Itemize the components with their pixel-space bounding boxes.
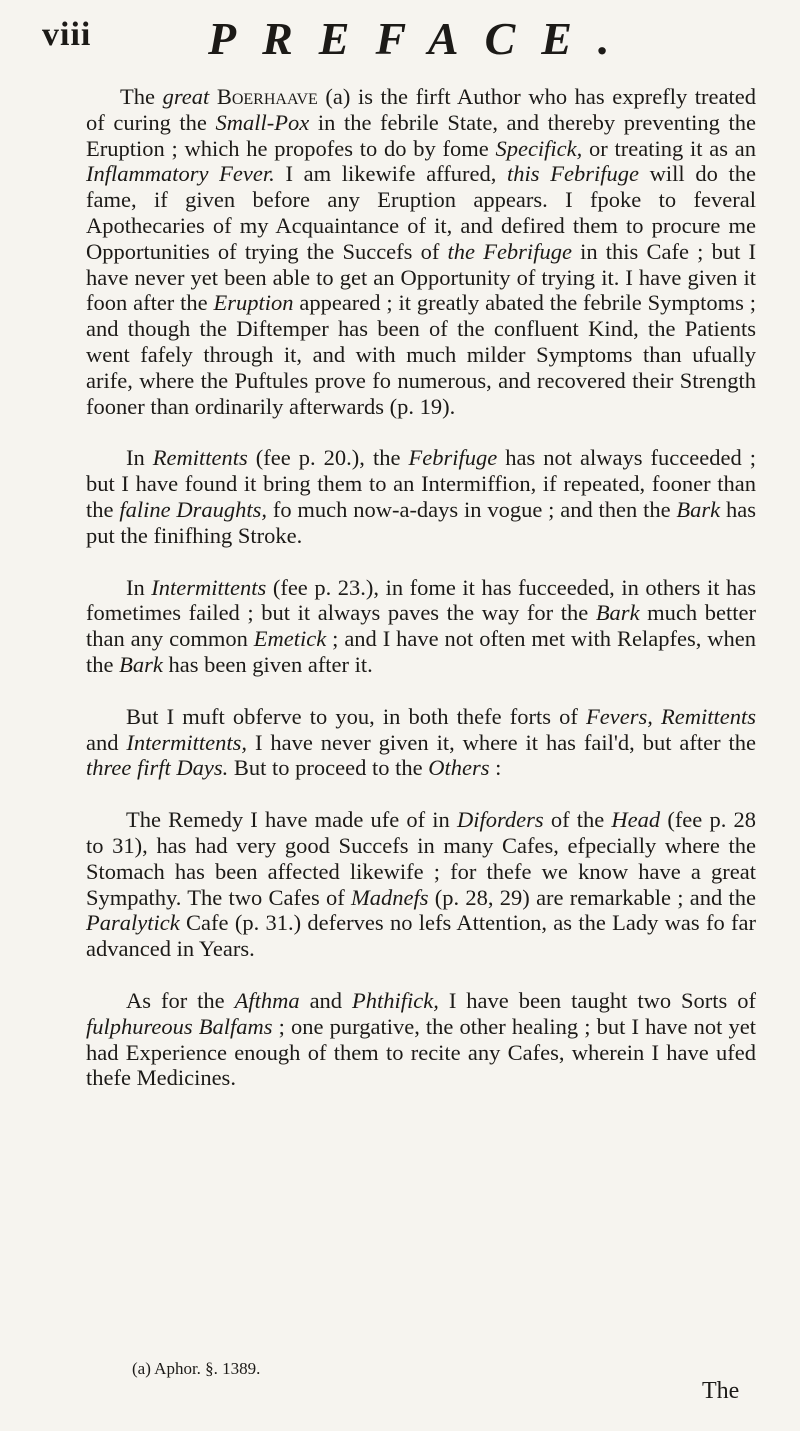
text-run: will do the fame, if given before any Eruption appears. I fpoke to feveral Apothecaries of my Acquaintance of it, and defired them to procure me Opportunities of trying the Succefs of	[86, 161, 757, 264]
text-run: Specifick,	[495, 135, 583, 161]
text-run: Febrifuge	[408, 445, 498, 471]
text-run: great	[162, 84, 210, 109]
text-run: I have been taught two Sorts of	[438, 987, 756, 1013]
text-run: Intermittents,	[126, 729, 248, 755]
text-run: Phthifick,	[352, 987, 439, 1013]
text-run: Afthma	[234, 987, 300, 1013]
text-run: ; one purgative, the other healing ; but I have not yet had Experience enough of them to recite any Cafes, wherein I have ufed thefe Medicines.	[86, 1013, 757, 1091]
text-run: (fee p. 20.), the	[247, 445, 409, 471]
text-run: Bark	[676, 496, 721, 522]
text-run: Diforders	[456, 807, 544, 833]
catchword: The	[702, 1378, 740, 1404]
text-run: :	[489, 755, 502, 781]
page-header	[0, 6, 800, 86]
text-run: (fee p. 23.), in fome it has fucceeded, in others it has fometimes failed ; but it always paves the way for the	[86, 574, 756, 626]
text-run: In	[126, 445, 153, 471]
paragraph-asthma	[86, 988, 756, 1091]
text-run: this Febrifuge	[507, 161, 639, 187]
text-run: much better than any common	[86, 600, 756, 652]
text-run: fulphureous Balfams	[86, 1013, 273, 1039]
text-run: (p. 28, 29) are remarkable ; and the	[428, 884, 756, 910]
text-run: ; and I have not often met with Relapfes, when the	[86, 626, 756, 677]
text-run: Boerhaave	[209, 84, 326, 109]
text-run: The	[120, 84, 163, 109]
footnote: (a) Aphor. §. 1389.	[132, 1359, 261, 1378]
paragraph-head-disorders	[86, 807, 756, 962]
body-text	[86, 84, 756, 1117]
text-run: has not always fucceeded ; but I have found it bring them to an Intermiffion, if repeated, fooner than the	[86, 445, 756, 522]
text-run: (fee p. 28 to 31), has had very good Succefs in many Cafes, efpecially where the Stomach has been affected likewife ; for thefe we know have a great Sympathy. The two Cafes of	[86, 807, 756, 910]
text-run: Remittents	[152, 445, 248, 471]
text-run: has put the finifhing Stroke.	[86, 496, 756, 548]
text-run: of the	[543, 807, 612, 833]
text-run: Paralytick	[86, 910, 180, 936]
text-run: fo much now-a-days in vogue ; and then the	[267, 496, 677, 522]
text-run: Bark	[119, 651, 163, 677]
text-run: has been given after it.	[162, 651, 373, 677]
text-run: Emetick	[253, 626, 327, 652]
text-run: in the febrile State, and thereby preventing the Eruption ; which he propofes to do by fome	[86, 109, 756, 161]
text-run: In	[126, 574, 152, 600]
text-run: Cafe (p. 31.) deferves no lefs Attention, as the Lady was fo far advanced in Years.	[86, 910, 756, 962]
text-run: But to proceed to the	[228, 755, 429, 781]
text-run: Madnefs	[351, 884, 429, 910]
text-run: Eruption	[213, 290, 294, 316]
text-run: and	[86, 729, 127, 755]
page-number: viii	[42, 16, 92, 53]
text-run: The Remedy I have made ufe of in	[126, 807, 457, 833]
text-run: appeared ; it greatly abated the febrile Symptoms ; and though the Diftemper has been of the confluent Kind, the Patients went fafely through it, and with much milder Symptoms than ufually arife, where the Puftules prove fo numerous, and recovered their Strength fooner than ordinarily afterwards (p. 19).	[86, 290, 756, 419]
text-run: Others	[428, 755, 490, 781]
running-title: PREFACE.	[208, 13, 636, 64]
text-run: Inflammatory Fever.	[86, 161, 275, 187]
text-run: But I muft obferve to you, in both thefe forts of	[126, 703, 587, 729]
text-run: or treating it as an	[582, 135, 756, 161]
paragraph-boerhaave	[86, 84, 756, 419]
text-run: Small-Pox	[215, 109, 310, 135]
text-run: faline Draughts,	[119, 496, 268, 522]
paragraph-remittents	[86, 445, 756, 548]
paragraph-observation	[86, 704, 756, 781]
text-run: (a) is the firft Author who has exprefly treated of curing the	[86, 84, 757, 135]
text-run: Head	[611, 807, 661, 833]
text-run: I am likewife affured,	[274, 161, 508, 187]
text-run: Intermittents	[151, 574, 267, 600]
text-run: and	[299, 987, 353, 1013]
text-run: Fevers, Remittents	[586, 703, 756, 729]
text-run: As for the	[126, 987, 235, 1013]
text-run: in this Cafe ; but I have never yet been able to get an Opportunity of trying it. I have given it foon after the	[86, 238, 757, 316]
text-run: I have never given it, where it has fail'd, but after the	[247, 729, 756, 755]
paragraph-intermittents	[86, 575, 756, 678]
text-run: three firft Days.	[86, 755, 229, 781]
text-run: the Febrifuge	[447, 238, 572, 264]
text-run: Bark	[595, 600, 640, 626]
